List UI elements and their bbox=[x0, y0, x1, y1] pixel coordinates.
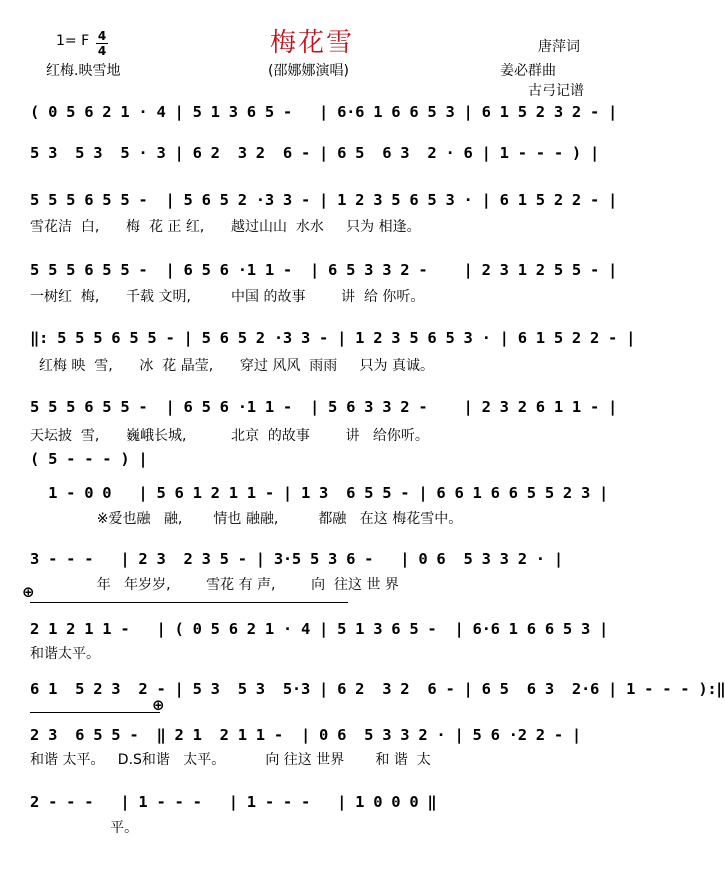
time-signature bbox=[96, 30, 108, 57]
score-row-1-notes: ( 0 5 6 2 1 · 4 | 5 1 3 6 5 - | 6·6 1 6 6 5 3 | 6 1 5 2 3 2 - | bbox=[30, 103, 618, 121]
score-row-12-notes: 2 3 6 5 5 - ‖ 2 1 2 1 1 - | 0 6 5 3 3 2 · | 5 6 ·2 2 - | bbox=[30, 726, 581, 744]
score-row-13-lyrics: 平。 bbox=[30, 820, 139, 836]
score-row-9-notes: 3 - - - | 2 3 2 3 5 - | 3·5 5 3 6 - | 0 6 5 3 3 2 · | bbox=[30, 550, 563, 568]
ending-bracket bbox=[30, 712, 160, 721]
score-row-4-notes: 5 5 5 6 5 5 - | 6 5 6 ·1 1 - | 6 5 3 3 2 - | 2 3 1 2 5 5 - | bbox=[30, 261, 618, 279]
performer: (邵娜娜演唱) bbox=[268, 63, 349, 79]
time-signature-bottom: 4 bbox=[97, 44, 107, 58]
lyricist: 唐萍词 bbox=[538, 39, 580, 55]
score-row-8-notes: 1 - 0 0 | 5 6 1 2 1 1 - | 1 3 6 5 5 - | 6 6 1 6 6 5 5 2 3 | bbox=[30, 484, 609, 502]
score-row-9-lyrics: 年 年岁岁, 雪花 有 声, 向 往这 世 界 bbox=[30, 577, 399, 593]
key-signature: 1= F bbox=[56, 33, 90, 49]
score-row-5-lyrics: 红梅 映 雪, 冰 花 晶莹, 穿过 风风 雨雨 只为 真诚。 bbox=[30, 358, 434, 374]
score-row-10-notes: 2 1 2 1 1 - | ( 0 5 6 2 1 · 4 | 5 1 3 6 5 - | 6·6 1 6 6 5 3 | bbox=[30, 620, 609, 638]
score-row-12-lyrics: 和谐 太平。 D.S和谐 太平。 向 往这 世界 和 谐 太 bbox=[30, 752, 431, 768]
volta-bracket bbox=[30, 602, 348, 611]
score-row-4-lyrics: 一树红 梅, 千载 文明, 中国 的故事 讲 给 你听。 bbox=[30, 289, 425, 305]
score-row-6-notes: 5 5 5 6 5 5 - | 6 5 6 ·1 1 - | 5 6 3 3 2 - | 2 3 2 6 1 1 - | bbox=[30, 398, 618, 416]
score-row-8-lyrics: ※爱也融 融, 情也 融融, 都融 在这 梅花雪中。 bbox=[30, 511, 463, 527]
score-row-5-notes: ‖: 5 5 5 6 5 5 - | 5 6 5 2 ·3 3 - | 1 2 3 5 6 5 3 · | 6 1 5 2 2 - | bbox=[30, 329, 636, 347]
coda-sign-icon: ⊕ bbox=[152, 696, 165, 714]
song-title: 梅花雪 bbox=[270, 28, 355, 58]
composer: 姜必群曲 bbox=[500, 63, 556, 79]
score-row-11-notes: 6 1 5 2 3 2 - | 5 3 5 3 5·3 | 6 2 3 2 6 - | 6 5 6 3 2·6 | 1 - - - ):‖ bbox=[30, 680, 725, 698]
score-row-2-notes: 5 3 5 3 5 · 3 | 6 2 3 2 6 - | 6 5 6 3 2 · 6 | 1 - - - ) | bbox=[30, 144, 600, 162]
score-row-3-lyrics: 雪花洁 白, 梅 花 正 红, 越过山山 水水 只为 相逢。 bbox=[30, 219, 421, 235]
score-row-7-notes: ( 5 - - - ) | bbox=[30, 450, 148, 468]
time-signature-top: 4 bbox=[97, 29, 107, 43]
subtitle-left: 红梅.映雪地 bbox=[46, 63, 121, 79]
score-row-13-notes: 2 - - - | 1 - - - | 1 - - - | 1 0 0 0 ‖ bbox=[30, 793, 437, 811]
transcriber: 古弓记谱 bbox=[528, 83, 584, 99]
score-row-6-lyrics: 天坛披 雪, 巍峨长城, 北京 的故事 讲 给你听。 bbox=[30, 428, 429, 444]
score-row-10-lyrics: 和谐太平。 bbox=[30, 646, 100, 662]
score-row-3-notes: 5 5 5 6 5 5 - | 5 6 5 2 ·3 3 - | 1 2 3 5 6 5 3 · | 6 1 5 2 2 - | bbox=[30, 191, 618, 209]
coda-sign-icon: ⊕ bbox=[22, 583, 35, 601]
